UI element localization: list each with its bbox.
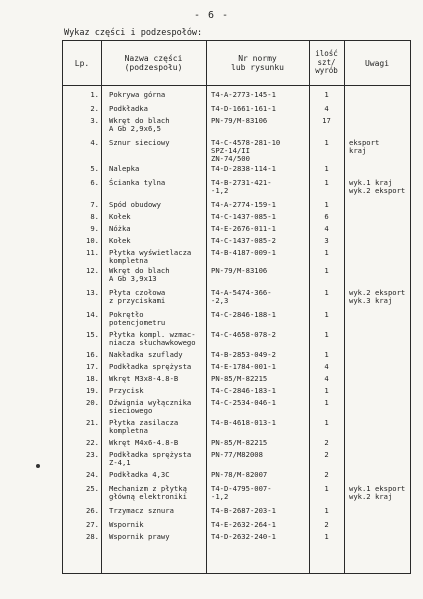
part-name: Podkładka 4,3C	[109, 470, 170, 479]
part-name: Spód obudowy	[109, 200, 161, 209]
notes: wyk.1 eksport wyk.2 kraj	[349, 484, 406, 501]
part-name: Nóżka	[109, 224, 131, 233]
part-name: Płyta czołowa z przyciskami	[109, 288, 166, 305]
part-name: Wspornik prawy	[109, 532, 170, 541]
header-lp: Lp.	[74, 58, 90, 68]
row-number: 17.	[86, 362, 99, 371]
notes: wyk.2 eksport wyk.3 kraj	[349, 288, 406, 305]
quantity: 1	[324, 330, 329, 339]
norm-number: T4-B-4187-009-1	[211, 248, 276, 257]
row-number: 7.	[90, 200, 99, 209]
quantity: 4	[324, 104, 329, 113]
norm-number: T4-B-2853-049-2	[211, 350, 276, 359]
quantity: 1	[324, 138, 329, 147]
row-number: 21.	[86, 418, 99, 427]
part-name: Płytka wyświetlacza kompletna	[109, 248, 192, 265]
norm-number: PN-79/M-83106	[211, 116, 268, 125]
row-number: 20.	[86, 398, 99, 407]
row-number: 23.	[86, 450, 99, 459]
quantity: 1	[324, 484, 329, 493]
part-name: Wkręt do blach A Gb 2,9x6,5	[109, 116, 170, 133]
norm-number: T4-C-2534-046-1	[211, 398, 276, 407]
header-part-name: Nazwa części (podzespołu)	[124, 54, 183, 72]
row-number: 24.	[86, 470, 99, 479]
margin-dot	[36, 464, 40, 468]
quantity: 1	[324, 288, 329, 297]
part-name: Kołek	[109, 212, 131, 221]
header-norm-number: Nr normy lub rysunku	[231, 54, 284, 72]
quantity: 4	[324, 374, 329, 383]
part-name: Wkręt M3x8-4.8-B	[109, 374, 179, 383]
quantity: 1	[324, 398, 329, 407]
quantity: 1	[324, 310, 329, 319]
row-number: 14.	[86, 310, 99, 319]
norm-number: T4-A-2773-145-1	[211, 90, 276, 99]
quantity: 1	[324, 532, 329, 541]
part-name: Podkładka sprężysta	[109, 362, 192, 371]
quantity: 1	[324, 164, 329, 173]
norm-number: T4-D-4795-007- -1,2	[211, 484, 272, 501]
document-title: Wykaz części i podzespołów:	[64, 28, 203, 38]
row-number: 1.	[90, 90, 99, 99]
part-name: Podkładka sprężysta Z-4,1	[109, 450, 192, 467]
quantity: 1	[324, 248, 329, 257]
quantity: 17	[322, 116, 331, 125]
quantity: 1	[324, 350, 329, 359]
quantity: 1	[324, 178, 329, 187]
norm-number: PN-85/M-82215	[211, 438, 268, 447]
row-number: 15.	[86, 330, 99, 339]
row-number: 16.	[86, 350, 99, 359]
norm-number: T4-C-1437-085-2	[211, 236, 276, 245]
parts-table	[62, 40, 411, 574]
row-number: 12.	[86, 266, 99, 275]
row-number: 26.	[86, 506, 99, 515]
norm-number: T4-E-1784-001-1	[211, 362, 276, 371]
row-number: 9.	[90, 224, 99, 233]
norm-number: PN-78/M-82007	[211, 470, 268, 479]
row-number: 6.	[90, 178, 99, 187]
quantity: 2	[324, 438, 329, 447]
norm-number: T4-B-2731-421- -1,2	[211, 178, 272, 195]
norm-number: T4-D-2838-114-1	[211, 164, 276, 173]
row-number: 22.	[86, 438, 99, 447]
part-name: Pokrywa górna	[109, 90, 166, 99]
norm-number: PN-77/M82008	[211, 450, 263, 459]
row-number: 3.	[90, 116, 99, 125]
quantity: 1	[324, 266, 329, 275]
quantity: 3	[324, 236, 329, 245]
part-name: Dźwignia wyłącznika sieciowego	[109, 398, 192, 415]
norm-number: T4-D-1661-161-1	[211, 104, 276, 113]
part-name: Kołek	[109, 236, 131, 245]
row-number: 8.	[90, 212, 99, 221]
row-number: 28.	[86, 532, 99, 541]
notes: wyk.1 kraj wyk.2 eksport	[349, 178, 406, 195]
norm-number: T4-A-2774-159-1	[211, 200, 276, 209]
notes: eksport kraj	[349, 138, 380, 155]
norm-number: T4-C-4578-281-10 SPZ-14/II ZN-74/500	[211, 138, 281, 163]
quantity: 4	[324, 362, 329, 371]
row-number: 18.	[86, 374, 99, 383]
quantity: 2	[324, 520, 329, 529]
row-number: 5.	[90, 164, 99, 173]
part-name: Pokrętło potencjometru	[109, 310, 166, 327]
quantity: 1	[324, 90, 329, 99]
row-number: 2.	[90, 104, 99, 113]
header-notes: Uwagi	[364, 58, 390, 68]
quantity: 1	[324, 506, 329, 515]
row-number: 27.	[86, 520, 99, 529]
row-number: 13.	[86, 288, 99, 297]
norm-number: T4-A-5474-366- -2,3	[211, 288, 272, 305]
norm-number: PN-79/M-83106	[211, 266, 268, 275]
norm-number: T4-C-1437-085-1	[211, 212, 276, 221]
norm-number: T4-B-4618-013-1	[211, 418, 276, 427]
norm-number: T4-E-2676-011-1	[211, 224, 276, 233]
norm-number: T4-C-4658-078-2	[211, 330, 276, 339]
quantity: 2	[324, 450, 329, 459]
part-name: Wkręt do blach A Gb 3,9x13	[109, 266, 170, 283]
part-name: Nalepka	[109, 164, 140, 173]
row-number: 19.	[86, 386, 99, 395]
quantity: 6	[324, 212, 329, 221]
page-number: - 6 -	[193, 10, 230, 21]
quantity: 4	[324, 224, 329, 233]
row-number: 11.	[86, 248, 99, 257]
part-name: Przycisk	[109, 386, 144, 395]
norm-number: T4-C-2846-183-1	[211, 386, 276, 395]
quantity: 1	[324, 386, 329, 395]
part-name: Płytka kompl. wzmac- niacza słuchawkowego	[109, 330, 196, 347]
row-number: 4.	[90, 138, 99, 147]
part-name: Sznur sieciowy	[109, 138, 170, 147]
header-quantity: ilość szt/ wyrób	[315, 49, 338, 76]
part-name: Nakładka szuflady	[109, 350, 183, 359]
row-number: 10.	[86, 236, 99, 245]
part-name: Wspornik	[109, 520, 144, 529]
part-name: Ścianka tylna	[109, 178, 166, 187]
norm-number: T4-B-2687-203-1	[211, 506, 276, 515]
quantity: 1	[324, 200, 329, 209]
part-name: Płytka zasilacza kompletna	[109, 418, 179, 435]
part-name: Wkręt M4x6-4.8-B	[109, 438, 179, 447]
norm-number: T4-E-2632-264-1	[211, 520, 276, 529]
norm-number: T4-D-2632-240-1	[211, 532, 276, 541]
norm-number: T4-C-2846-188-1	[211, 310, 276, 319]
quantity: 1	[324, 418, 329, 427]
norm-number: PN-85/M-82215	[211, 374, 268, 383]
part-name: Podkładka	[109, 104, 148, 113]
row-number: 25.	[86, 484, 99, 493]
quantity: 2	[324, 470, 329, 479]
part-name: Mechanizm z płytką główną elektroniki	[109, 484, 187, 501]
part-name: Trzymacz sznura	[109, 506, 174, 515]
